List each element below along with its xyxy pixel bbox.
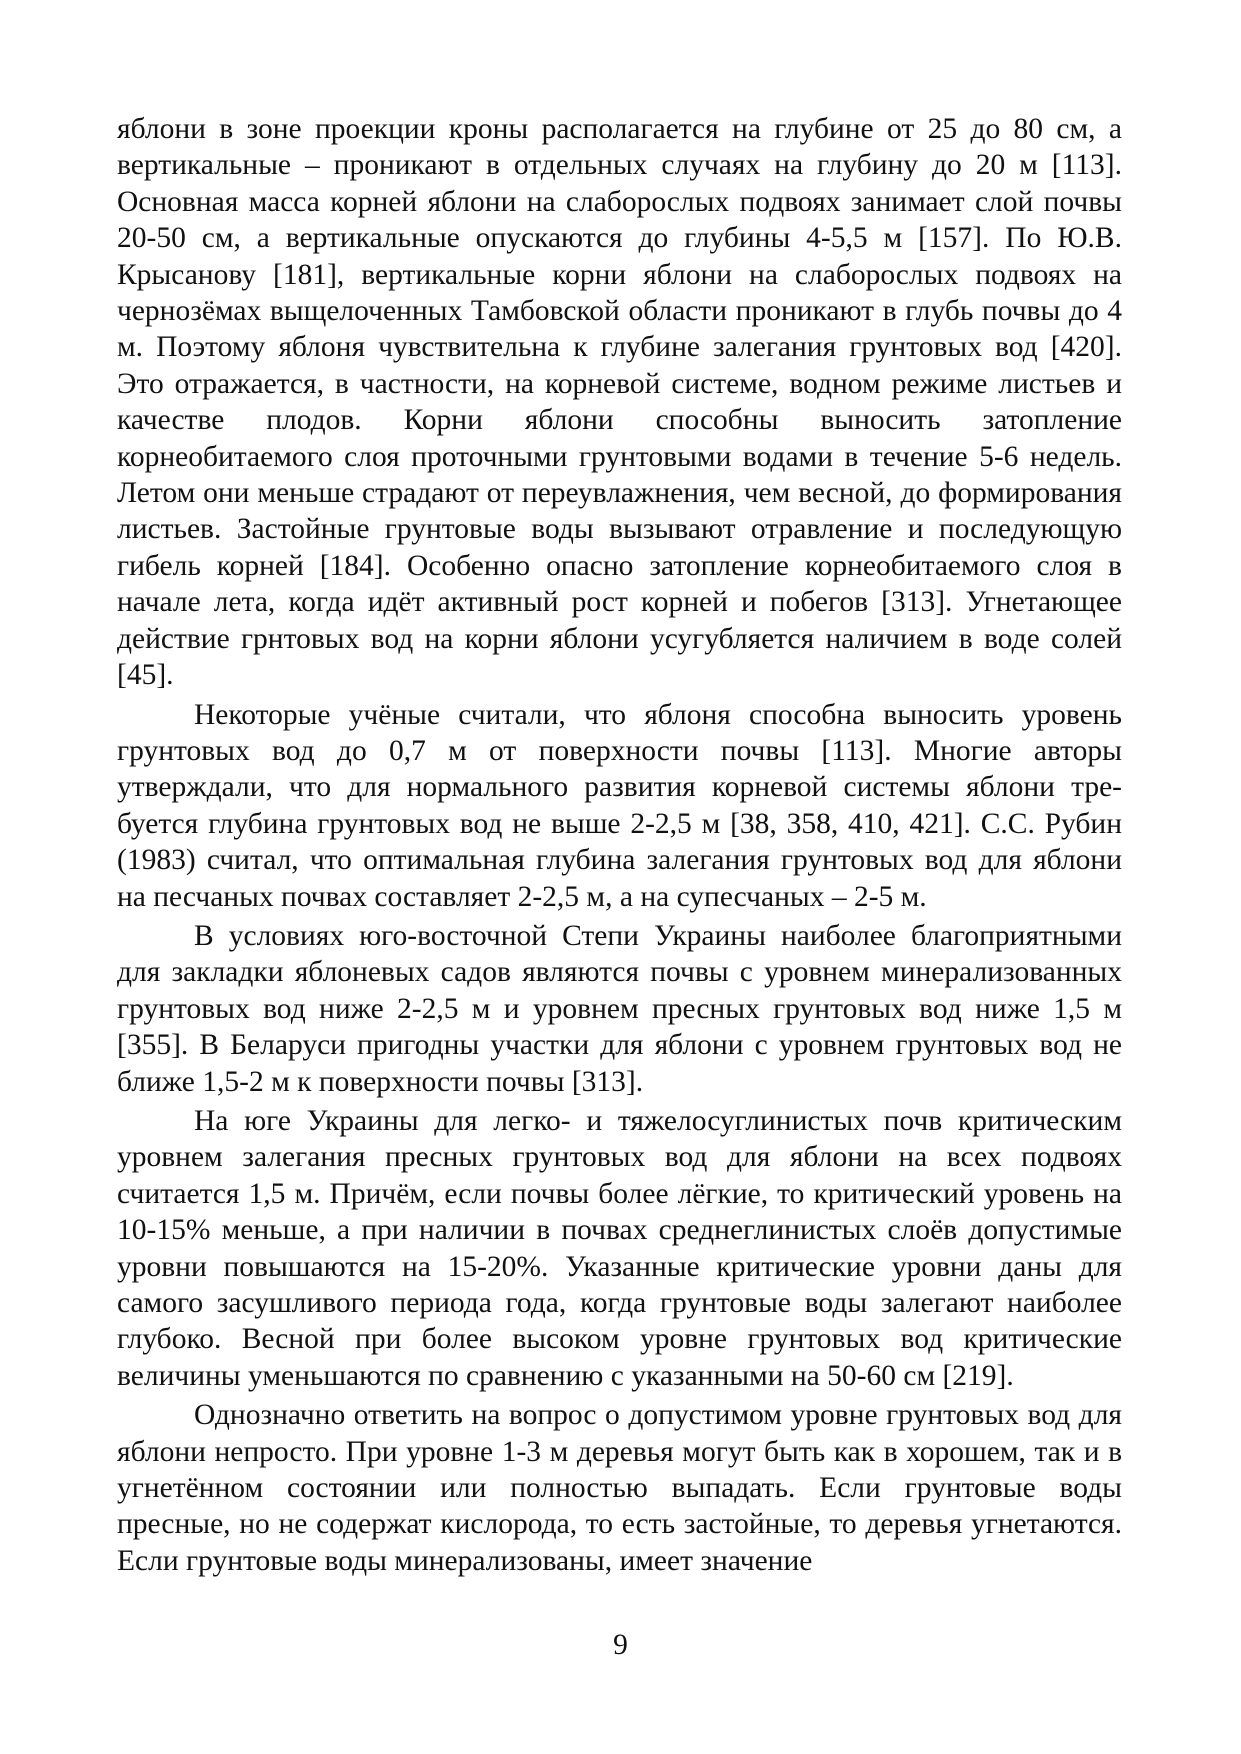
paragraph-4: На юге Украины для легко- и тяжелосуглинистых почв критическим уровнем залегания пресных грунтовых вод для яблони на всех подвоях считается 1,5 м. Причём, если почвы более лёгкие, то критический уровень на 10-15% меньше, а при наличии в почвах среднеглинистых слоёв допустимые уровни повышаются на 15-20%. Указанные критические уровни даны для самого засушливого периода года, когда грунтовые воды залегают наиболее глубоко. Весной при более высоком уровне грунтовых вод критические величины уменьшаются по сравнению с указанными на 50-60 см [219].	[117, 1104, 1122, 1392]
paragraph-1: яблони в зоне проекции кроны располагается на глубине от 25 до 80 см, а вертикальные – проникают в отдельных случаях на глубину до 20 м [113]. Основная масса корней яблони на слаборослых подвоях занимает слой почвы 20-50 см, а вертикальные опускаются до глубины 4-5,5 м [157]. По Ю.В. Крысанову [181], вертикальные корни яблони на слаборослых подвоях на чернозёмах выщелоченных Тамбовской области проникают в глубь почвы до 4 м. Поэтому яблоня чувствительна к глубине залегания грунтовых вод [420]. Это отражается, в частности, на корневой системе, водном режиме листьев и качестве плодов. Корни яблони способны выносить затопление корнеобитаемого слоя проточными грунтовыми водами в течение 5-6 недель. Летом они меньше страдают от переувлажнения, чем весной, до формирования листьев. Застойные грунтовые воды вызывают отравление и последующую гибель корней [184]. Особенно опасно затопление корнеобитаемого слоя в начале лета, когда идёт активный рост корней и побегов [313]. Угнетающее действие грнтовых вод на корни яблони усугубляется наличием в воде солей [45].	[117, 113, 1122, 692]
paragraph-3: В условиях юго-восточной Степи Украины наиболее благоприятными для закладки яблоневых садов являются почвы с уровнем минерализованных грунтовых вод ниже 2-2,5 м и уровнем пресных грунтовых вод ниже 1,5 м [355]. В Беларуси пригодны участки для яблони с уровнем грунтовых вод не ближе 1,5-2 м к поверхности почвы [313].	[117, 919, 1122, 1098]
body-text	[117, 111, 1122, 1579]
paragraph-5: Однозначно ответить на вопрос о допустимом уровне грунтовых вод для яблони непросто. При уровне 1-3 м деревья могут быть как в хорошем, так и в угнетённом состоянии или полностью выпадать. Если грунтовые воды пресные, но не содержат кислорода, то есть застойные, то деревья угнетаются. Если грунтовые воды минерализованы, имеет значение	[117, 1399, 1122, 1577]
page-number: 9	[613, 1629, 628, 1661]
paragraph-2: Некоторые учёные считали, что яблоня способна выносить уровень грунтовых вод до 0,7 м от поверхности почвы [113]. Многие авторы утверждали, что для нормального развития корневой системы яблони требуется глубина грунтовых вод не выше 2-2,5 м [38, 358, 410, 421]. С.С. Рубин (1983) считал, что оптимальная глубина залегания грунтовых вод для яблони на песчаных почвах составляет 2-2,5 м, а на супесчаных – 2-5 м.	[117, 698, 1122, 913]
